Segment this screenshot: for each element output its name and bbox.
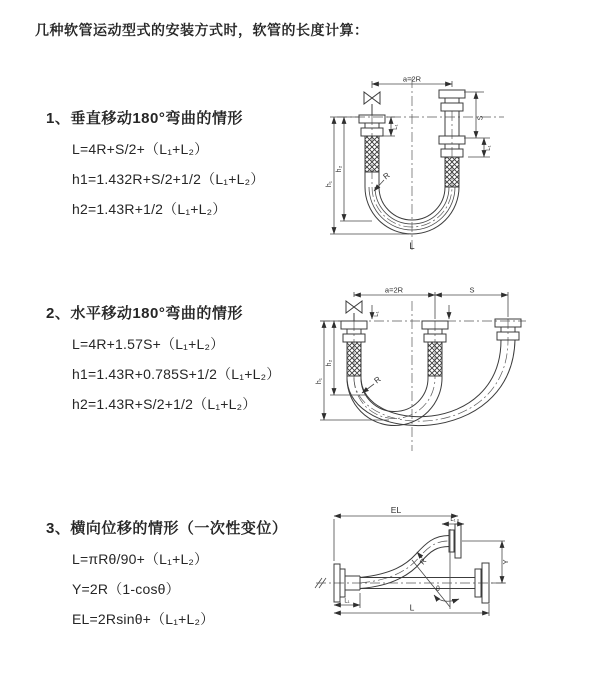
hose-displaced-position [360, 536, 449, 589]
middle-flange-fitting [422, 321, 448, 376]
dim-s [435, 286, 508, 296]
dim-y [462, 541, 510, 583]
braided-hose-section [347, 342, 361, 376]
dim-label-a2r: a=2R [384, 285, 404, 295]
angle-construction [412, 529, 459, 609]
dim-label-s: S [469, 285, 475, 295]
formula-1-h1: h1=1.432R+S/2+1/2（L₁+L₂） [72, 171, 265, 187]
formula-3-L: L=πRθ/90+（L₁+L₂） [72, 551, 209, 567]
dim-label-a2r: a=2R [402, 74, 422, 84]
dim-label-l: L [409, 602, 415, 613]
formula-1-L: L=4R+S/2+（L₁+L₂） [72, 141, 209, 157]
radius-callout [374, 171, 392, 191]
dim-l1-right [468, 138, 492, 157]
braided-hose-section [365, 136, 379, 172]
section-2-heading: 2、水平移动180°弯曲的情形 [46, 305, 243, 322]
formula-2-L: L=4R+1.57S+（L₁+L₂） [72, 336, 225, 352]
upper-flange-fitting [449, 524, 461, 558]
formula-3-EL: EL=2Rsinθ+（L₁+L₂） [72, 611, 215, 627]
dim-label-theta: θ [436, 586, 440, 593]
dim-label-l: L [409, 241, 415, 252]
dim-label-r: R [372, 374, 383, 386]
right-flange-fitting-lower [439, 136, 465, 187]
valve-icon [346, 301, 362, 321]
centerlines [337, 78, 504, 252]
dim-label-h2: h₂ [336, 165, 343, 173]
formula-1-h2: h2=1.43R+1/2（L₁+L₂） [72, 201, 227, 217]
formula-2-h1: h1=1.43R+0.785S+1/2（L₁+L₂） [72, 366, 281, 382]
section-3-heading: 3、横向位移的情形（一次性变位） [46, 520, 288, 537]
dim-label-h1: h₁ [316, 377, 323, 385]
vertical-180-bend-figure [312, 72, 600, 256]
dim-label-h1: h₁ [326, 180, 333, 188]
dim-label-l1: L₁ [393, 124, 399, 130]
dim-label-s: S [477, 115, 485, 121]
right-flange-fitting-upper [439, 90, 465, 111]
braided-hose-section [445, 157, 459, 187]
dim-l [334, 603, 489, 617]
dim-label-l1: L₁ [374, 311, 380, 317]
lateral-displacement-figure [312, 503, 600, 643]
dim-s [464, 92, 490, 138]
horizontal-180-bend-figure [312, 283, 600, 461]
left-flange-fitting [341, 321, 367, 376]
dim-label-l1: L₁ [344, 598, 350, 605]
fitting-leaders [372, 305, 449, 319]
section-1-heading: 1、垂直移动180°弯曲的情形 [46, 110, 243, 127]
dim-label-h2: h₂ [326, 359, 333, 367]
dim-label-r: R [417, 556, 429, 567]
formula-3-Y: Y=2R（1-cosθ） [72, 581, 180, 597]
radius-callout [362, 375, 383, 393]
formula-2-h2: h2=1.43R+S/2+1/2（L₁+L₂） [72, 396, 257, 412]
dim-label-el: EL [390, 505, 402, 515]
page-title: 几种软管运动型式的安装方式时，软管的长度计算： [35, 22, 369, 38]
dim-label-l1: L₁ [450, 517, 456, 523]
dim-l1-top [442, 517, 464, 524]
dim-el [334, 505, 458, 561]
dim-label-y: Y [501, 559, 510, 565]
dim-label-r: R [381, 170, 392, 182]
braided-hose-section [428, 342, 442, 376]
valve-icon [364, 92, 380, 115]
dim-l1-bottom [334, 593, 360, 608]
dim-label-l1: L₁ [486, 145, 492, 151]
